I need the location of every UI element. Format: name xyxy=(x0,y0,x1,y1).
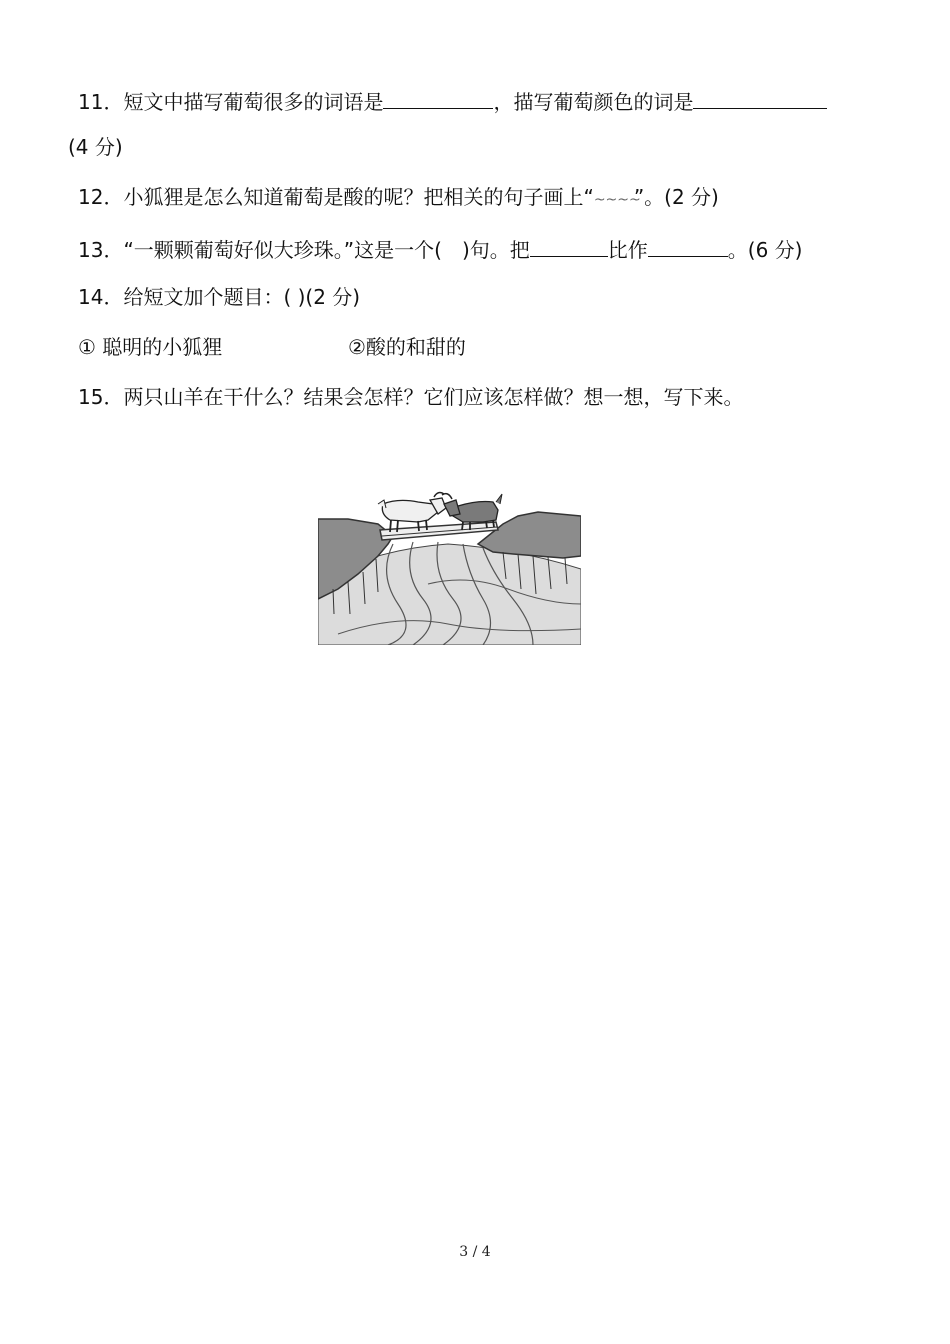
two-goats-on-bridge-illustration xyxy=(318,464,581,645)
q11-blank-2[interactable] xyxy=(693,86,827,109)
question-14: 14．给短文加个题目：( )(2 分) xyxy=(78,285,361,309)
q11-blank-1[interactable] xyxy=(383,86,493,109)
page-number: 3 / 4 xyxy=(459,1244,491,1260)
q11-score: (4 分) xyxy=(68,135,123,159)
q14-option-2[interactable]: ②酸的和甜的 xyxy=(348,335,466,359)
q11-text-b: ，描写葡萄颜色的词是 xyxy=(493,90,694,114)
question-11 xyxy=(78,86,827,116)
question-15: 15．两只山羊在干什么？结果会怎样？它们应该怎样做？想一想，写下来。 xyxy=(78,385,744,409)
question-13 xyxy=(78,234,802,264)
question-12 xyxy=(78,183,719,214)
q12-text-b: ”。(2 分) xyxy=(633,185,719,209)
q14-option-1[interactable]: ① 聪明的小狐狸 xyxy=(78,335,223,359)
q13-text-c: 比作 xyxy=(607,238,648,262)
q13-blank-3[interactable] xyxy=(648,234,728,257)
q13-text-b: )句。把 xyxy=(461,238,530,262)
q13-text-a: 13．“一颗颗葡萄好似大珍珠。”这是一个( xyxy=(78,238,442,262)
q12-text-a: 12．小狐狸是怎么知道葡萄是酸的呢？把相关的句子画上“ xyxy=(78,185,594,209)
wavy-line-icon: ~~~~ xyxy=(593,192,641,208)
q13-text-d: 。(6 分) xyxy=(727,238,803,262)
q13-blank-2[interactable] xyxy=(530,234,608,257)
q11-text-a: 11．短文中描写葡萄很多的词语是 xyxy=(78,90,384,114)
q13-blank-1[interactable] xyxy=(442,235,462,257)
